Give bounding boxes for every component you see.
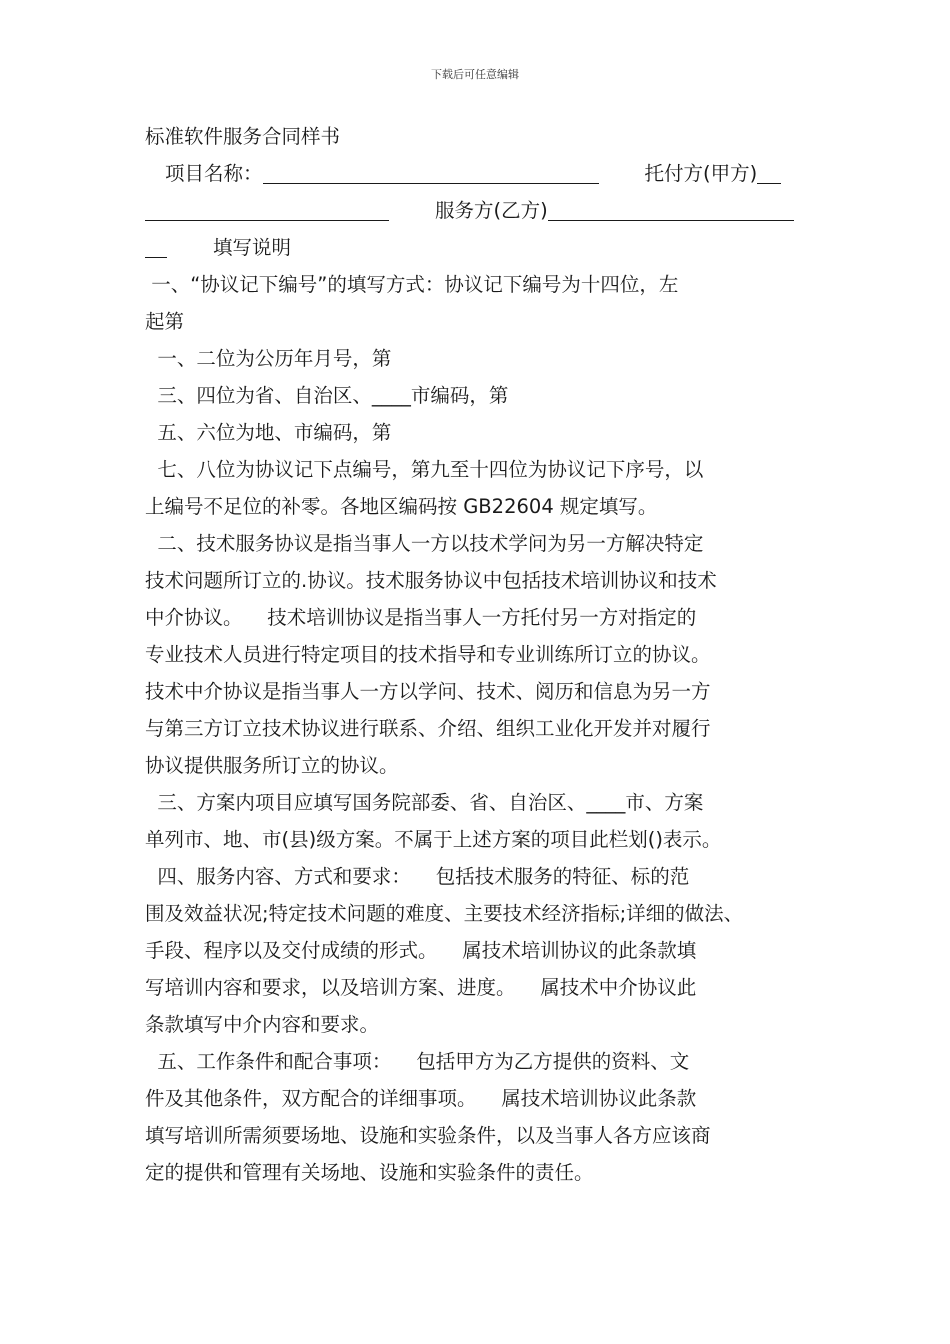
text-line: 条款填写中介内容和要求。 [145, 1013, 380, 1036]
text-line: 中介协议。 技术培训协议是指当事人一方托付另一方对指定的 [145, 606, 697, 629]
instructions-heading: 填写说明 [213, 236, 292, 259]
entrust-party-blank [757, 159, 781, 184]
text-line: 手段、程序以及交付成绩的形式。 属技术培训协议的此条款填 [145, 939, 697, 962]
text-line: 七、八位为协议记下点编号，第九至十四位为协议记下序号，以 [145, 458, 704, 481]
text-line: 一、二位为公历年月号，第 [145, 347, 392, 370]
text-line: 专业技术人员进行特定项目的技术指导和专业训练所订立的协议。 [145, 643, 711, 666]
project-line [145, 155, 810, 192]
text-line: 三、方案内项目应填写国务院部委、省、自治区、____市、方案 [145, 791, 704, 814]
text-line: 围及效益状况;特定技术问题的难度、主要技术经济指标;详细的做法、 [145, 902, 744, 925]
text-line: 上编号不足位的补零。各地区编码按 GB22604 规定填写。 [145, 495, 658, 518]
document-title: 标准软件服务合同样书 [145, 125, 341, 148]
text-line: 定的提供和管理有关场地、设施和实验条件的责任。 [145, 1161, 594, 1184]
entrust-party-label: 托付方(甲方) [644, 162, 758, 185]
text-line: 写培训内容和要求，以及培训方案、进度。 属技术中介协议此 [145, 976, 697, 999]
document-body [145, 118, 810, 1191]
text-line: 五、工作条件和配合事项： 包括甲方为乙方提供的资料、文 [145, 1050, 690, 1073]
text-line: 与第三方订立技术协议进行联系、介绍、组织工业化开发并对履行 [145, 717, 711, 740]
service-party-label: 服务方(乙方) [435, 199, 548, 222]
text-line: 填写培训所需须要场地、设施和实验条件，以及当事人各方应该商 [145, 1124, 711, 1147]
instructions-line [145, 229, 810, 266]
text-line: 技术问题所订立的.协议。技术服务协议中包括技术培训协议和技术 [145, 569, 717, 592]
project-name-blank [263, 159, 599, 184]
text-line: 件及其他条件，双方配合的详细事项。 属技术培训协议此条款 [145, 1087, 697, 1110]
text-line: 起第 [145, 310, 185, 333]
entrust-party-blank-cont [145, 196, 389, 221]
service-party-blank-cont [145, 233, 167, 258]
text-line: 四、服务内容、方式和要求： 包括技术服务的特征、标的范 [145, 865, 690, 888]
text-line: 一、“协议记下编号”的填写方式：协议记下编号为十四位，左 [145, 273, 679, 296]
text-line: 单列市、地、市(县)级方案。不属于上述方案的项目此栏划()表示。 [145, 828, 722, 851]
service-line [145, 192, 810, 229]
text-line: 三、四位为省、自治区、____市编码，第 [145, 384, 509, 407]
text-line: 二、技术服务协议是指当事人一方以技术学问为另一方解决特定 [145, 532, 704, 555]
text-line: 五、六位为地、市编码，第 [145, 421, 392, 444]
page-header-note: 下载后可任意编辑 [431, 68, 519, 81]
text-line: 协议提供服务所订立的协议。 [145, 754, 399, 777]
text-line: 技术中介协议是指当事人一方以学问、技术、阅历和信息为另一方 [145, 680, 711, 703]
project-label: 项目名称： [165, 162, 263, 185]
service-party-blank [548, 196, 794, 221]
